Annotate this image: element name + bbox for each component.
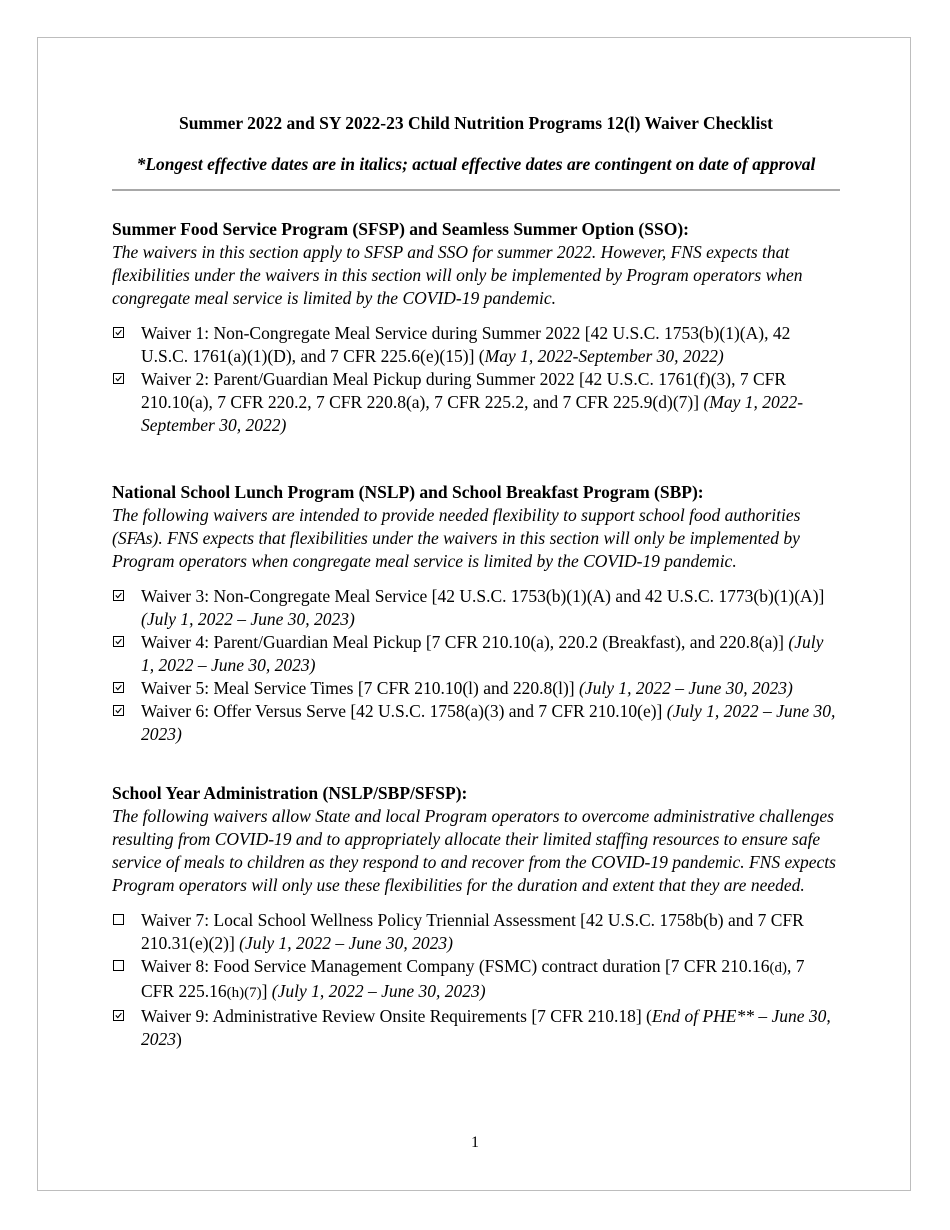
section-description: The following waivers allow State and local Program operators to overcome administrative challenges resulting from COVID-19 and to appropriately allocate their limited staffing resources to ensure safe service of meals to children as they respond to and recover from the COVID-19 pandemic. FNS expects Program operators will only use these flexibilities for the duration and extent that they are needed. bbox=[112, 806, 836, 895]
waiver-dates: (May 1, 2022-September 30, 2022) bbox=[141, 392, 804, 435]
waiver-text: Waiver 5: Meal Service Times [7 CFR 210.10(l) and 220.8(l)] bbox=[141, 678, 579, 698]
section-heading: National School Lunch Program (NSLP) and School Breakfast Program (SBP): bbox=[112, 482, 704, 502]
waiver-dates: (July 1, 2022 – June 30, 2023) bbox=[271, 981, 486, 1001]
waiver-item bbox=[112, 585, 840, 631]
section-description: The waivers in this section apply to SFSP and SSO for summer 2022. However, FNS expects that flexibilities under the waivers in this section will only be implemented by Program operators when congregate meal service is limited by the COVID-19 pandemic. bbox=[112, 242, 803, 308]
document-content bbox=[112, 110, 840, 1051]
waiver-text: Waiver 6: Offer Versus Serve [42 U.S.C. 1758(a)(3) and 7 CFR 210.10(e)] bbox=[141, 701, 667, 721]
waiver-text-continued: ] bbox=[261, 981, 272, 1001]
waiver-citation-small: (d) bbox=[769, 960, 787, 976]
waiver-text-tail: ) bbox=[176, 1029, 182, 1049]
section-nslp-sbp bbox=[112, 481, 840, 746]
effective-dates-note: *Longest effective dates are in italics; actual effective dates are contingent on date of approval bbox=[136, 154, 816, 174]
waiver-dates: (July 1, 2022 – June 30, 2023) bbox=[239, 933, 453, 953]
waiver-item bbox=[112, 322, 840, 368]
empty-box-icon[interactable] bbox=[113, 960, 124, 971]
waiver-dates: (July 1, 2022 – June 30, 2023) bbox=[141, 701, 836, 744]
check-mark-icon bbox=[114, 591, 123, 600]
checked-box-icon[interactable] bbox=[113, 327, 124, 338]
check-mark-icon bbox=[114, 683, 123, 692]
waiver-text: Waiver 7: Local School Wellness Policy Triennial Assessment [42 U.S.C. 1758b(b) and 7 CFR 210.31(e)(2)] bbox=[141, 910, 804, 953]
document-title: Summer 2022 and SY 2022-23 Child Nutrition Programs 12(l) Waiver Checklist bbox=[178, 113, 774, 133]
waiver-list bbox=[112, 909, 840, 1051]
waiver-item bbox=[112, 955, 840, 1005]
waiver-list bbox=[112, 585, 840, 746]
section-sfsp-sso bbox=[112, 218, 840, 437]
waiver-item bbox=[112, 368, 840, 437]
section-school-year-administration bbox=[112, 782, 840, 1051]
check-mark-icon bbox=[114, 706, 123, 715]
waiver-item bbox=[112, 1005, 840, 1051]
checked-box-icon[interactable] bbox=[113, 590, 124, 601]
checked-box-icon[interactable] bbox=[113, 373, 124, 384]
empty-box-icon[interactable] bbox=[113, 914, 124, 925]
waiver-item bbox=[112, 700, 840, 746]
check-mark-icon bbox=[114, 328, 123, 337]
section-heading: School Year Administration (NSLP/SBP/SFSP): bbox=[112, 783, 468, 803]
waiver-citation-small: (h)(7) bbox=[226, 985, 262, 1001]
waiver-text: Waiver 2: Parent/Guardian Meal Pickup during Summer 2022 [42 U.S.C. 1761(f)(3), 7 CFR 210.10(a), 7 CFR 220.2, 7 CFR 220.8(a), 7 CFR 225.2, and 7 CFR 225.9(d)(7)] bbox=[141, 369, 787, 412]
check-mark-icon bbox=[114, 1011, 123, 1020]
waiver-text-continued: , 7 CFR 225.16 bbox=[141, 956, 805, 1001]
waiver-item bbox=[112, 677, 840, 700]
waiver-text: Waiver 3: Non-Congregate Meal Service [42 U.S.C. 1753(b)(1)(A) and 42 U.S.C. 1773(b)(1)(A)] bbox=[141, 586, 825, 606]
checked-box-icon[interactable] bbox=[113, 682, 124, 693]
waiver-item bbox=[112, 909, 840, 955]
waiver-dates: End of PHE** – June 30, 2023 bbox=[141, 1006, 831, 1049]
waiver-text: Waiver 4: Parent/Guardian Meal Pickup [7 CFR 210.10(a), 220.2 (Breakfast), and 220.8(a)] bbox=[141, 632, 789, 652]
section-description: The following waivers are intended to provide needed flexibility to support school food authorities (SFAs). FNS expects that flexibilities under the waivers in this section will only be implemented by Program operators when congregate meal service is limited by the COVID-19 pandemic. bbox=[112, 505, 801, 571]
check-mark-icon bbox=[114, 374, 123, 383]
waiver-dates: (July 1, 2022 – June 30, 2023) bbox=[578, 678, 793, 698]
checked-box-icon[interactable] bbox=[113, 705, 124, 716]
horizontal-rule bbox=[112, 189, 840, 191]
waiver-list bbox=[112, 322, 840, 437]
waiver-dates: (July 1, 2022 – June 30, 2023) bbox=[141, 609, 355, 629]
waiver-dates: May 1, 2022-September 30, 2022) bbox=[484, 346, 724, 366]
waiver-text: Waiver 1: Non-Congregate Meal Service during Summer 2022 [42 U.S.C. 1753(b)(1)(A), 42 U.S.C. 1761(a)(1)(D), and 7 CFR 225.6(e)(15)] ( bbox=[141, 323, 791, 366]
checked-box-icon[interactable] bbox=[113, 636, 124, 647]
waiver-text: Waiver 9: Administrative Review Onsite Requirements [7 CFR 210.18] ( bbox=[141, 1006, 652, 1026]
page-number: 1 bbox=[471, 1134, 479, 1151]
check-mark-icon bbox=[114, 637, 123, 646]
waiver-dates: (July 1, 2022 – June 30, 2023) bbox=[141, 632, 824, 675]
waiver-text: Waiver 8: Food Service Management Company (FSMC) contract duration [7 CFR 210.16 bbox=[141, 956, 770, 976]
section-heading: Summer Food Service Program (SFSP) and Seamless Summer Option (SSO): bbox=[112, 219, 689, 239]
waiver-item bbox=[112, 631, 840, 677]
checked-box-icon[interactable] bbox=[113, 1010, 124, 1021]
